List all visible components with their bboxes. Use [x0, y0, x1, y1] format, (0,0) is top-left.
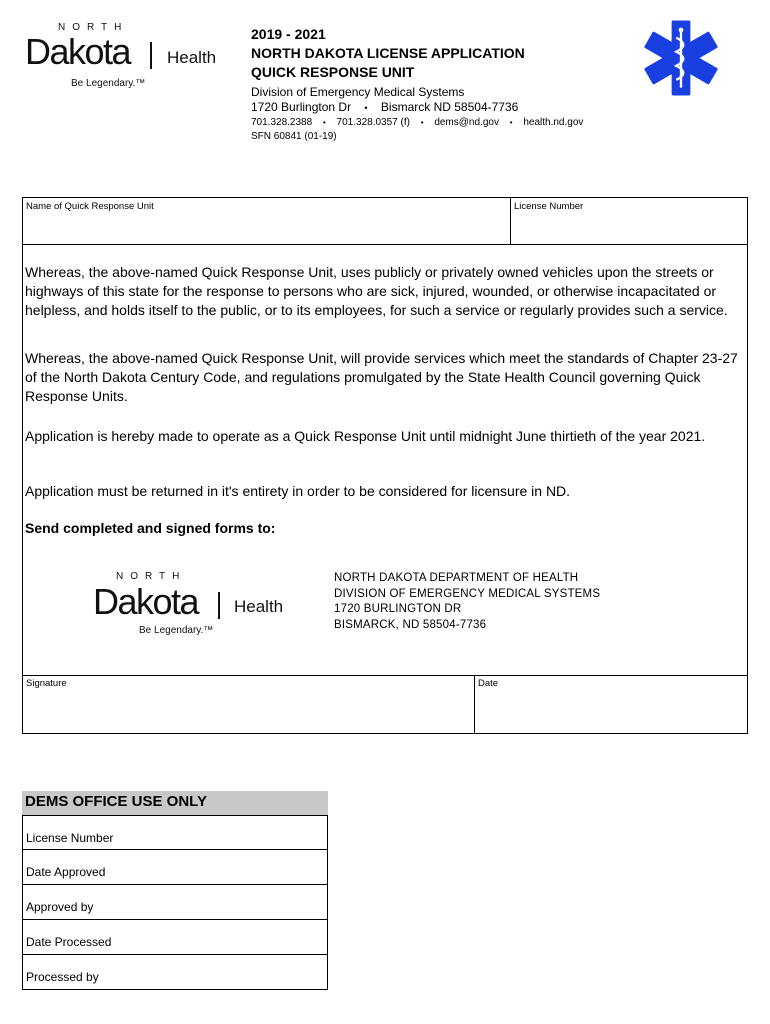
form-header [251, 25, 631, 144]
contact-line: 701.328.2388 • 701.328.0357 (f) • dems@nd.gov • health.nd.gov [251, 117, 584, 128]
unit-name-field[interactable] [22, 197, 511, 245]
office-row-license-number[interactable] [22, 815, 328, 850]
nd-health-logo [25, 22, 225, 92]
contact-website: health.nd.gov [523, 117, 584, 128]
paragraph-whereas-vehicles: Whereas, the above-named Quick Response Unit, uses publicly or privately owned vehicles upon the streets or highways of this state for the response to persons who are sick, injured, wounded, or otherwise incapacitated or helpless, and holds itself to the public, or to its employees, for such a service or regularly provides such a service. [25, 264, 728, 318]
mailing-line-2: DIVISION OF EMERGENCY MEDICAL SYSTEMS [334, 587, 601, 600]
sfn-number: SFN 60841 (01-19) [251, 131, 337, 142]
mailing-line-3: 1720 BURLINGTON DR [334, 603, 462, 615]
mailing-address [334, 571, 600, 633]
office-row-label: Processed by [26, 970, 99, 984]
mailing-line-1: NORTH DAKOTA DEPARTMENT OF HEALTH [334, 572, 579, 584]
star-of-life-icon [642, 19, 720, 97]
contact-fax: 701.328.0357 (f) [336, 117, 410, 128]
office-row-label: Date Processed [26, 935, 112, 949]
office-row-label: License Number [26, 831, 114, 845]
logo-dakota-text: Dakota [25, 31, 131, 72]
mailing-line-4: BISMARCK, ND 58504-7736 [334, 618, 487, 631]
office-row-date-approved[interactable] [22, 850, 328, 885]
application-body [22, 244, 748, 676]
logo-health-text: Health [234, 597, 284, 616]
address-city: Bismarck ND 58504-7736 [380, 100, 519, 114]
form-years: 2019 - 2021 [251, 26, 326, 42]
signature-field[interactable] [22, 675, 475, 734]
date-label: Date [478, 678, 499, 689]
paragraph-return-notice: Application must be returned in it's entirety in order to be considered for licensure in ND. [25, 483, 571, 499]
date-field[interactable] [474, 675, 748, 734]
office-use-title: DEMS OFFICE USE ONLY [22, 791, 328, 815]
office-use-section [22, 791, 328, 990]
paragraph-whereas-standards: Whereas, the above-named Quick Response Unit, will provide services which meet the standards of Chapter 23-27 of the North Dakota Century Code, and regulations promulgated by the State Health Council governing Quick Response Units. [25, 350, 738, 404]
logo-north-text: NORTH [58, 22, 129, 33]
license-number-field[interactable] [510, 197, 748, 245]
nd-health-logo-small [93, 571, 293, 641]
logo-divider [150, 42, 152, 69]
paragraph-application: Application is hereby made to operate as a Quick Response Unit until midnight June thirtieth of the year 2021. [25, 428, 706, 444]
contact-email: dems@nd.gov [434, 117, 499, 128]
form-subtitle: QUICK RESPONSE UNIT [251, 64, 415, 80]
logo-dakota-text: Dakota [93, 581, 199, 622]
division-name: Division of Emergency Medical Systems [251, 85, 465, 99]
logo-tagline: Be Legendary.™ [71, 78, 146, 89]
office-row-processed-by[interactable] [22, 955, 328, 990]
office-row-date-processed[interactable] [22, 920, 328, 955]
address-street: 1720 Burlington Dr [251, 100, 352, 114]
logo-health-text: Health [167, 48, 217, 67]
division-address: 1720 Burlington Dr • Bismarck ND 58504-7736 [251, 100, 519, 114]
unit-name-label: Name of Quick Response Unit [26, 201, 154, 212]
logo-tagline: Be Legendary.™ [139, 625, 214, 636]
office-row-label: Approved by [26, 900, 94, 914]
logo-north-text: NORTH [116, 571, 187, 582]
license-number-label: License Number [514, 201, 584, 212]
send-forms-heading: Send completed and signed forms to: [25, 520, 276, 536]
signature-label: Signature [26, 678, 67, 689]
contact-phone: 701.328.2388 [251, 117, 313, 128]
form-title: NORTH DAKOTA LICENSE APPLICATION [251, 45, 525, 61]
office-row-label: Date Approved [26, 865, 106, 879]
office-row-approved-by[interactable] [22, 885, 328, 920]
logo-divider [218, 592, 220, 619]
